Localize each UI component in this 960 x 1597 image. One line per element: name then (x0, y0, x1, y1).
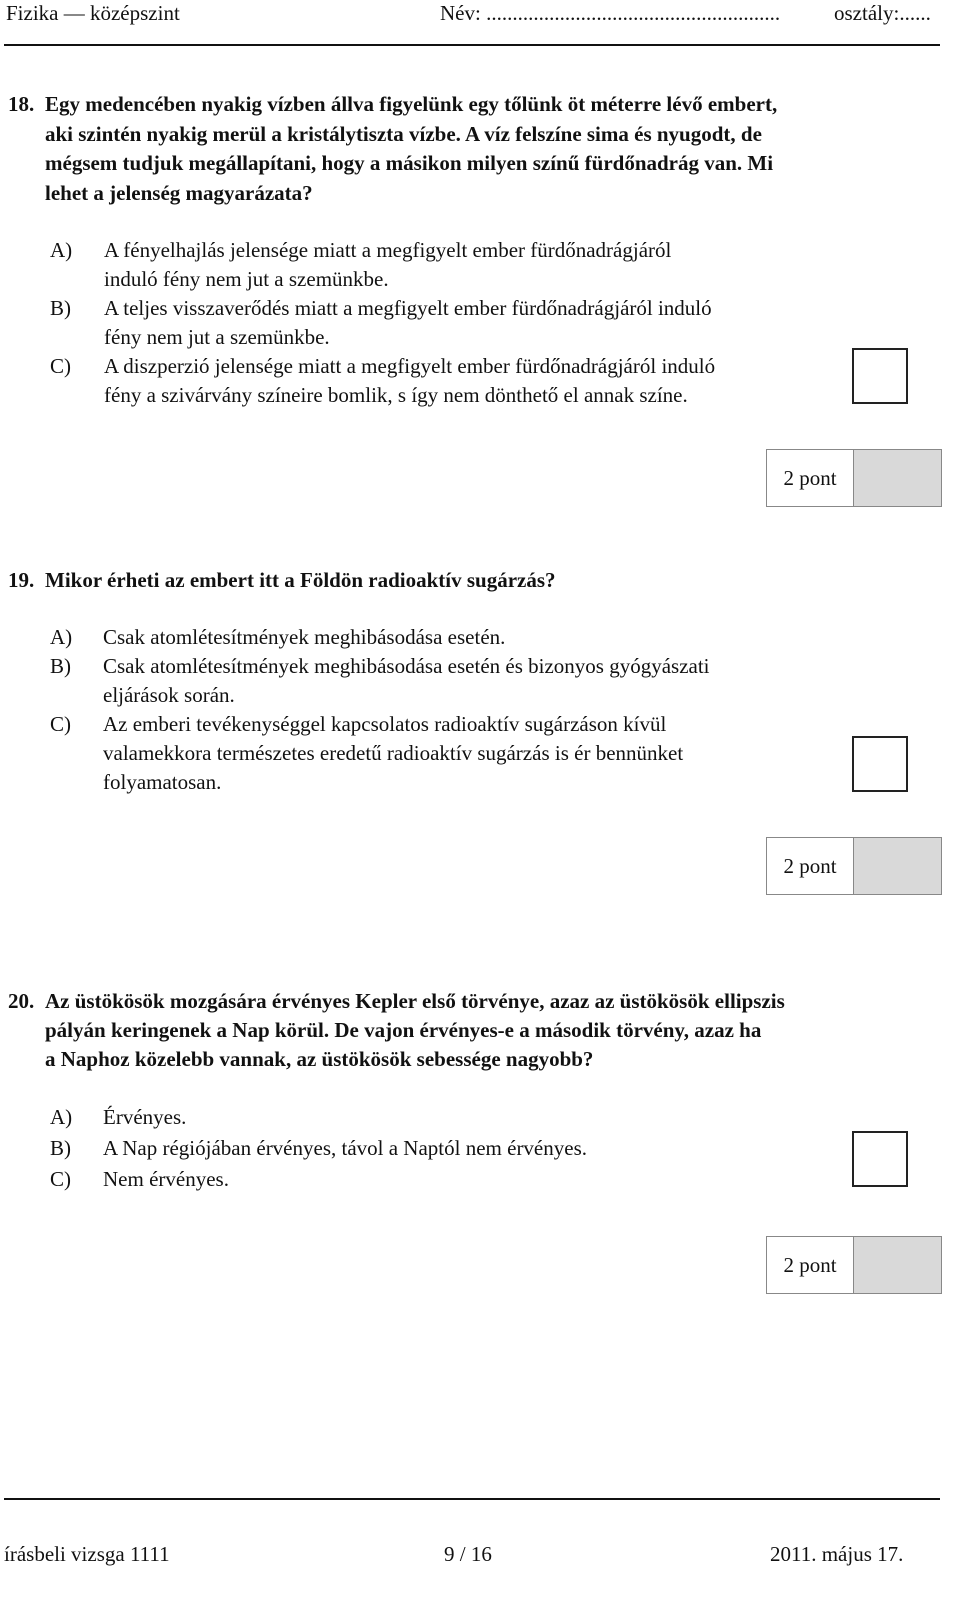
header-name-field: Név: ........................................................ (440, 1, 781, 25)
answer-box-20[interactable] (852, 1131, 908, 1187)
option-letter-b: B) (50, 296, 71, 320)
option-c-text: valamekkora természetes eredetű radioaktív sugárzás is ér bennünket (103, 741, 684, 765)
option-b-text: eljárások során. (103, 683, 235, 707)
header-rule (4, 44, 940, 46)
question-19-text-line: Mikor érheti az embert itt a Földön radioaktív sugárzás? (45, 568, 556, 592)
answer-box-19[interactable] (852, 736, 908, 792)
score-field-20[interactable] (853, 1236, 942, 1294)
option-c-text: Az emberi tevékenységgel kapcsolatos radioaktív sugárzáson kívül (103, 712, 667, 736)
option-b-text: Csak atomlétesítmények meghibásodása esetén és bizonyos gyógyászati (103, 654, 710, 678)
question-18-text-line: lehet a jelenség magyarázata? (45, 181, 313, 205)
score-label-20: 2 pont (766, 1236, 854, 1294)
question-18-number: 18. (8, 92, 35, 116)
question-20-text-line: pályán keringenek a Nap körül. De vajon érvényes-e a második törvény, azaz ha (45, 1018, 762, 1042)
option-letter-c: C) (50, 1167, 71, 1191)
footer-rule (4, 1498, 940, 1500)
question-18-text-line: mégsem tudjuk megállapítani, hogy a másikon milyen színű fürdőnadrág van. Mi (45, 151, 774, 175)
option-a-text: Csak atomlétesítmények meghibásodása esetén. (103, 625, 506, 649)
answer-box-18[interactable] (852, 348, 908, 404)
option-b-text: fény nem jut a szemünkbe. (104, 325, 330, 349)
footer-page-number: 9 / 16 (444, 1542, 492, 1566)
question-18-text-line: aki szintén nyakig merül a kristálytiszta vízbe. A víz felszíne sima és nyugodt, de (45, 122, 762, 146)
question-20-text-line: a Naphoz közelebb vannak, az üstökösök sebessége nagyobb? (45, 1047, 594, 1071)
question-20-text-line: Az üstökösök mozgására érvényes Kepler első törvénye, azaz az üstökösök ellipszis (45, 989, 785, 1013)
option-c-text: fény a szivárvány színeire bomlik, s így nem dönthető el annak színe. (104, 383, 688, 407)
question-20-number: 20. (8, 989, 35, 1013)
option-letter-c: C) (50, 354, 71, 378)
option-letter-a: A) (50, 238, 73, 262)
score-label-19: 2 pont (766, 837, 854, 895)
option-letter-b: B) (50, 654, 71, 678)
option-c-text: folyamatosan. (103, 770, 222, 794)
option-letter-b: B) (50, 1136, 71, 1160)
footer-date: 2011. május 17. (770, 1542, 904, 1566)
option-a-text: A fényelhajlás jelensége miatt a megfigyelt ember fürdőnadrágjáról (104, 238, 672, 262)
option-letter-a: A) (50, 1105, 73, 1129)
score-field-19[interactable] (853, 837, 942, 895)
question-18-text-line: Egy medencében nyakig vízben állva figyelünk egy tőlünk öt méterre lévő embert, (45, 92, 778, 116)
option-c-text: Nem érvényes. (103, 1167, 229, 1191)
option-letter-c: C) (50, 712, 71, 736)
option-c-text: A diszperzió jelensége miatt a megfigyelt ember fürdőnadrágjáról induló (104, 354, 716, 378)
header-subject: Fizika — középszint (6, 1, 180, 25)
option-letter-a: A) (50, 625, 73, 649)
option-a-text: induló fény nem jut a szemünkbe. (104, 267, 389, 291)
option-b-text: A teljes visszaverődés miatt a megfigyelt ember fürdőnadrágjáról induló (104, 296, 712, 320)
option-b-text: A Nap régiójában érvényes, távol a Naptól nem érvényes. (103, 1136, 587, 1160)
footer-exam: írásbeli vizsga 1111 (4, 1542, 170, 1566)
score-label-18: 2 pont (766, 449, 854, 507)
option-a-text: Érvényes. (103, 1105, 187, 1129)
question-19-number: 19. (8, 568, 35, 592)
header-class-field: osztály:...... (834, 1, 931, 25)
score-field-18[interactable] (853, 449, 942, 507)
